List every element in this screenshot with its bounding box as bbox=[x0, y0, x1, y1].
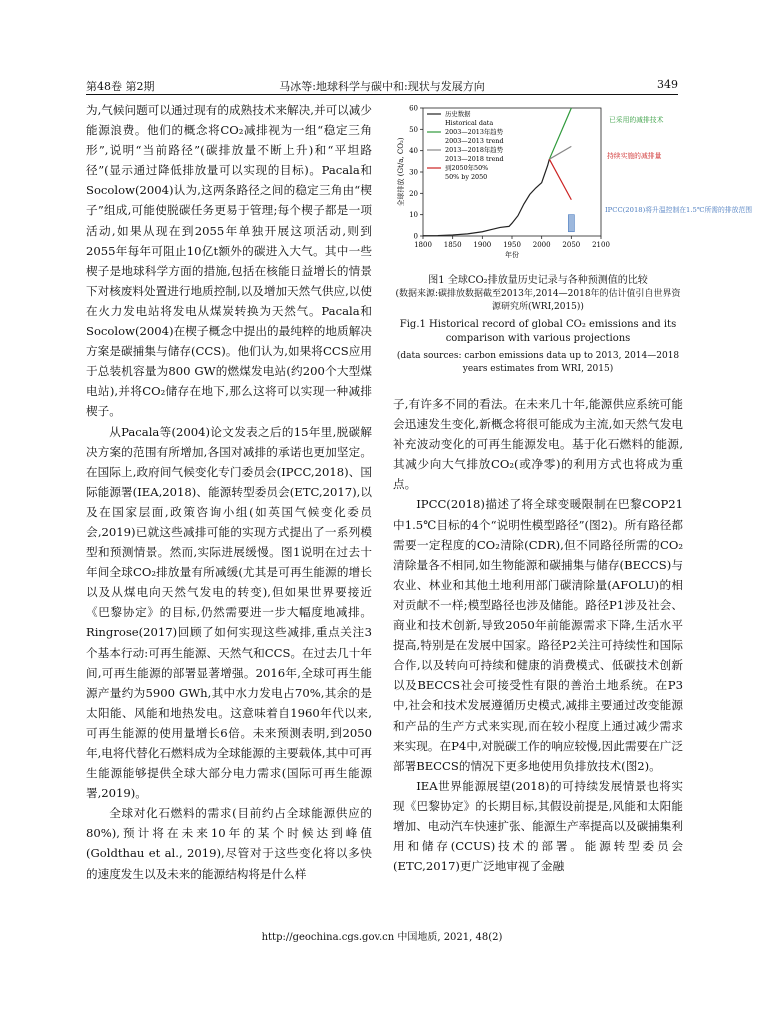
x-tick-label: 1950 bbox=[503, 241, 521, 249]
x-tick-label: 2000 bbox=[532, 241, 551, 249]
chart-annotation: 已采用的减排技术 bbox=[609, 116, 664, 124]
paragraph: IPCC(2018)描述了将全球变暖限制在巴黎COP21中1.5℃目标的4个“说明性模型路径”(图2)。所有路径都需要一定程度的CO₂清除(CDR),但不同路径所需的CO₂清除量各不相同,如生物能源和碳捕集与储存(BECCS)与农业、林业和其他土地利用部门碳清除量(AFOLU)的相对贡献不一样;模型路径也涉及储能。路径P1涉及社会、商业和技术创新,导致2050年前能源需求下降,生活水平提高,特别是在发展中国家。路径P2关注可持续性和国际合作,以及转向可持续和健康的消费模式、低碳技术创新以及BECCS社会可接受性有限的善治土地系统。在P3中,社会和技术发展遵循历史模式,减排主要通过改变能源和产品的生产方式来实现,而在较小程度上通过减少需求来实现。在P4中,对脱碳工作的响应较慢,因此需要在广泛部署BECCS的情况下更多地使用负排放技术(图2)。 bbox=[393, 497, 683, 773]
y-tick-label: 30 bbox=[409, 168, 418, 177]
paragraph: 全球对化石燃料的需求(目前约占全球能源供应的80%),预计将在未来10年的某个时候达到峰值(Goldthau et al., 2019),尽管对于这些变化将以多快的速度发生以及未来的能源结构将是什么样 bbox=[86, 806, 372, 881]
page-number: 349 bbox=[657, 78, 678, 91]
x-tick-label: 1850 bbox=[443, 241, 462, 249]
page-footer: http://geochina.cgs.gov.cn 中国地质, 2021, 48(2) bbox=[261, 932, 503, 943]
x-axis-label: 年份 bbox=[505, 251, 519, 259]
legend-entry: 50% by 2050 bbox=[445, 173, 488, 181]
y-tick-label: 60 bbox=[409, 104, 418, 113]
legend-entry: 2013—2018年趋势 bbox=[445, 146, 504, 154]
x-tick-label: 2100 bbox=[592, 241, 610, 249]
y-tick-label: 20 bbox=[409, 189, 418, 198]
legend-entry: Historical data bbox=[445, 119, 494, 127]
left-column bbox=[86, 100, 372, 884]
ipcc-range-bar bbox=[568, 215, 574, 232]
right-column bbox=[393, 394, 683, 876]
legend-entry: 2003—2013 trend bbox=[445, 137, 504, 145]
y-tick-label: 0 bbox=[413, 232, 418, 241]
y-tick-label: 50 bbox=[409, 125, 418, 134]
legend-entry: 2013—2018 trend bbox=[445, 155, 504, 163]
emissions-chart bbox=[393, 98, 753, 273]
chart-annotation: IPCC(2018)将升温控制在1.5℃所需的排放范围 bbox=[605, 206, 753, 214]
legend-entry: 2003—2013年趋势 bbox=[445, 128, 504, 136]
legend-entry: 到2050年50% bbox=[445, 164, 489, 172]
series-line bbox=[549, 108, 571, 159]
running-title: 马冰等:地球科学与碳中和:现状与发展方向 bbox=[279, 80, 485, 93]
figure-1 bbox=[393, 98, 753, 388]
page-header bbox=[86, 76, 678, 95]
y-tick-label: 10 bbox=[409, 211, 418, 220]
journal-volume: 第48卷 第2期 bbox=[86, 80, 155, 93]
x-tick-label: 1900 bbox=[473, 241, 492, 249]
series-line bbox=[549, 159, 571, 200]
y-tick-label: 40 bbox=[409, 147, 418, 156]
paragraph: 为,气候问题可以通过现有的成熟技术来解决,并可以减少能源浪费。他们的概念将CO₂减排视为一组“稳定三角形”,说明“当前路径”(碳排放量不断上升)和“平坦路径”(显示通过降低排放量可以实现的目标)。Pacala和Socolow(2004)认为,这两条路径之间的稳定三角由“楔子”组成,可能使脱碳任务更易于管理;每个楔子都是一项活动,如果从现在到2055年单独开展这项活动,则到2055年每年可阻止10亿t额外的碳进入大气。其中一些楔子是地球科学方面的措施,包括在核能日益增长的情景下对核废料处置进行地质控制,以及增加天然气供应,以使在火力发电站将发电从煤炭转换为天然气。Pacala和Socolow(2004)在楔子概念中提出的最纯粹的地质解决方案是碳捕集与储存(CCS)。他们认为,如果将CCS应用于总装机容量为800 GW的燃煤发电站(约200个大型煤电站),并将CO₂储存在地下,那么这将可以实现一种减排楔子。 bbox=[86, 103, 372, 419]
chart-annotation: 持续实施的减排量 bbox=[607, 152, 662, 160]
x-tick-label: 2050 bbox=[562, 241, 581, 249]
legend-entry: 历史数据 bbox=[445, 110, 471, 118]
figure-caption-en: Fig.1 Historical record of global CO₂ emissions and its comparison with various projections bbox=[399, 319, 677, 344]
figure-caption-zh: 图1 全球CO₂排放量历史记录与各种预测值的比较 bbox=[428, 275, 648, 286]
paragraph: 从Pacala等(2004)论文发表之后的15年里,脱碳解决方案的范围有所增加,各国对减排的承诺也更加坚定。在国际上,政府间气候变化专门委员会(IPCC,2018)、国际能源署(IEA,2018)、能源转型委员会(ETC,2017),以及在国家层面,政策咨询小组(如英国气候变化委员会,2019)已就这些减排可能的实现方式提出了一系列模型和预测情景。然而,实际进展缓慢。图1说明在过去十年间全球CO₂排放量有所减缓(尤其是可再生能源的增长以及从煤电向天然气发电的转变),但如果世界要接近《巴黎协定》的目标,仍然需要进一步大幅度地减排。Ringrose(2017)回顾了如何实现这些减排,重点关注3个基本行动:可再生能源、天然气和CCS。在过去几十年间,可再生能源的部署显著增强。2016年,全球可再生能源产量约为5900 GWh,其中水力发电占70%,其余的是太阳能、风能和地热发电。这意味着自1960年代以来,可再生能源的使用量增长6倍。未来预测表明,到2050年,电将代替化石燃料成为全球能源的主要载体,其中可再生能源能够提供全球大部分电力需求(国际可再生能源署,2019)。 bbox=[86, 424, 372, 801]
paragraph: 子,有许多不同的看法。在未来几十年,能源供应系统可能会迅速发生变化,新概念将很可能成为主流,如天然气发电补充波动变化的可再生能源发电。基于化石燃料的能源,其减少向大气排放CO₂(或净零)的利用方式也将成为重点。 bbox=[393, 397, 683, 492]
paragraph: IEA世界能源展望(2018)的可持续发展情景也将实现《巴黎协定》的长期目标,其假设前提是,风能和太阳能增加、电动汽车快速扩张、能源生产率提高以及碳捕集利用和储存(CCUS)技术的部署。能源转型委员会(ETC,2017)更广泛地审视了金融 bbox=[393, 778, 683, 874]
y-axis-label: 全球排放 (Gt/a, CO₂) bbox=[397, 137, 405, 207]
figure-source-zh: (数据来源:碳排放数据截至2013年,2014—2018年的估计值引自世界资源研究所(WRI,2015)) bbox=[395, 289, 681, 312]
x-tick-label: 1800 bbox=[414, 241, 432, 249]
figure-source-en: (data sources: carbon emissions data up to 2013, 2014—2018 years estimates from WRI, 2015) bbox=[396, 351, 680, 374]
